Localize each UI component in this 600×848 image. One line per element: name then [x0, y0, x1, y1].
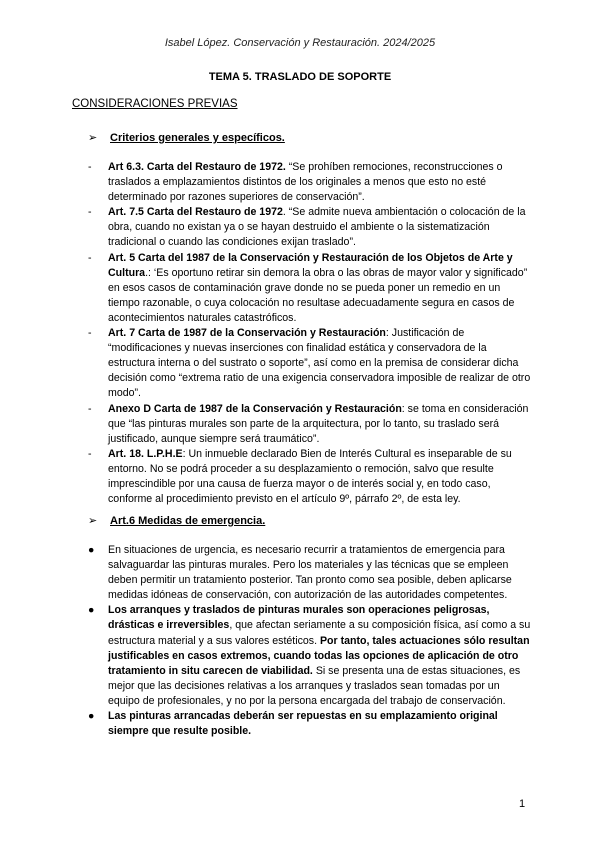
- list-item: [88, 402, 532, 447]
- list-item: [88, 447, 532, 507]
- list-item: [88, 205, 532, 250]
- item-text: “Se prohíben remociones, reconstrucciones o traslados a emplazamientos distintos de los originales a menos que esto no esté determinado por razones superiores de conservación”.: [108, 161, 503, 204]
- item-text: .: ‘Es oportuno retirar sin demora la obra o las obras de mayor valor y significado” en esos casos de contaminación grave donde no se pueda poner un remedio en un tiempo razonable, o cuya colocación no resultase adecuadamente segura en casos de acontecimientos naturales catastróficos.: [108, 266, 528, 324]
- item-bold: Las pinturas arrancadas deberán ser repuestas en su emplazamiento original siempre que resulte posible.: [108, 710, 498, 738]
- item-bold: Art. 7 Carta de 1987 de la Conservación y Restauración: [108, 327, 386, 340]
- arrow-bullet-icon: ➢: [88, 515, 98, 527]
- dash-marker: -: [88, 402, 92, 415]
- arrow-bullet-icon: ➢: [88, 132, 98, 144]
- item-bold: Art 6.3. Carta del Restauro de 1972.: [108, 161, 286, 173]
- dash-marker: -: [88, 327, 92, 340]
- list-item: [88, 709, 532, 739]
- item-text: , que afectan seriamente a su composición física, así como a su estructura material y a sus valores estéticos.: [108, 619, 531, 647]
- item-text: : Justificación de “modificaciones y nuevas inserciones con finalidad estática y conservadora de la estructura interna o del sustrato o soporte”, así como en la premisa de considerar dicha decisión como “extrema ratio de una exigencia conservadora imposible de realizar de otro modo”.: [108, 327, 531, 400]
- item-text: . “Se admite nueva ambientación o colocación de la obra, cuando no existan ya o se hayan destruido el ambiente o la sistematización tradicional o cuando las condiciones exijan traslado”.: [108, 206, 526, 249]
- section-heading: CONSIDERACIONES PREVIAS: [72, 98, 238, 110]
- item-bold: Art. 18. L.P.H.E: [108, 447, 183, 460]
- dash-marker: -: [88, 447, 92, 460]
- page-number: 1: [519, 798, 526, 810]
- item-bold: Por tanto, tales actuaciones sólo resultan justificables en casos extremos, cuando todas las opciones de aplicación de otro tratamiento in situ carecen de viabilidad.: [108, 634, 530, 677]
- list-item: [88, 160, 532, 205]
- item-bold: Art. 5 Carta del 1987 de la Conservación y Restauración de los Objetos de Arte y Cultura: [108, 251, 513, 279]
- subsection-label: Criterios generales y específicos.: [110, 132, 285, 144]
- dash-marker: -: [88, 206, 92, 219]
- running-header: Isabel López. Conservación y Restauración. 2024/2025: [164, 37, 436, 49]
- criteria-list: [88, 160, 532, 507]
- subsection-emergencia: [88, 514, 265, 527]
- page-title: TEMA 5. TRASLADO DE SOPORTE: [208, 71, 392, 83]
- item-text: En situaciones de urgencia, es necesario recurrir a tratamientos de emergencia para salvaguardar las pinturas murales. Pero los materiales y las técnicas que se empleen deben permitir un tratamiento posterior. Tan pronto como sea posible, deben aplicarse medidas idóneas de conservación, con autorización de las autoridades competentes.: [108, 544, 512, 602]
- item-bold: Anexo D Carta de 1987 de la Conservación y Restauración: [108, 402, 402, 415]
- list-item: [88, 326, 532, 401]
- dash-marker: -: [88, 251, 92, 264]
- item-text: : Un inmueble declarado Bien de Interés Cultural es inseparable de su entorno. No se podrá proceder a su desplazamiento o remoción, salvo que resulte imprescindible por una causa de fuerza mayor o de interés social y, en todo caso, conforme al procedimiento previsto en el artículo 9º, párrafo 2º, de esta ley.: [108, 447, 512, 506]
- list-item: [88, 603, 532, 709]
- item-bold: Los arranques y traslados de pinturas murales son operaciones peligrosas, drásticas e irreversibles: [108, 604, 490, 632]
- emergency-list: [88, 543, 532, 739]
- item-text: Si se presenta una de estas situaciones, es mejor que las decisiones relativas a los arranques y traslados sean tomadas por un equipo de profesionales, y no por la persona encargada del trabajo de conservación.: [108, 664, 521, 707]
- item-text: : se toma en consideración que “las pinturas murales son parte de la arquitectura, por lo tanto, su traslado será justificado, aunque siempre será traumático”.: [108, 402, 529, 445]
- bullet-marker: ●: [88, 544, 95, 556]
- item-bold: Art. 7.5 Carta del Restauro de 1972: [108, 206, 283, 219]
- bullet-marker: ●: [88, 604, 95, 617]
- bullet-marker: ●: [88, 710, 95, 723]
- dash-marker: -: [88, 161, 92, 173]
- list-item: [88, 543, 532, 603]
- list-item: [88, 251, 532, 326]
- subsection-criterios: [88, 131, 285, 144]
- subsection-label: Art.6 Medidas de emergencia.: [110, 515, 266, 527]
